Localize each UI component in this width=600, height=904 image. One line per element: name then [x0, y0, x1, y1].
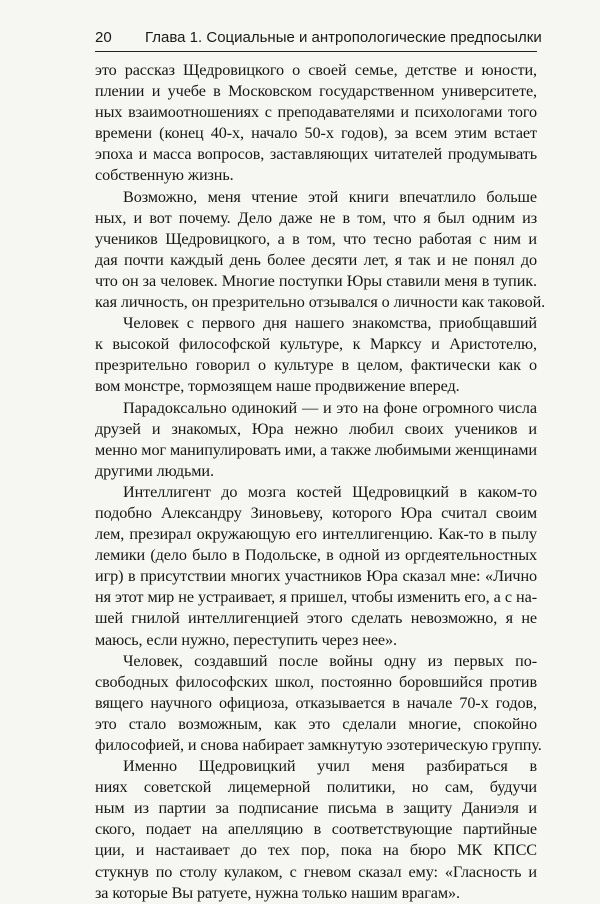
chapter-title: Глава 1. Социальные и антропологические предпосылки: [145, 29, 542, 46]
text-line: вящего научного официоза, отказывается в начале 70-х годов,: [95, 693, 537, 712]
text-line: ниях советской лицемерной политики, но сам, будучи: [95, 778, 537, 797]
text-line: что он за человек. Многие поступки Юры ставили меня в тупик.: [95, 271, 537, 290]
text-line: друзей и знакомых, Юра нежно любил своих учеников и: [95, 419, 537, 438]
text-line: свободных философских школ, постоянно боровшийся против: [95, 672, 537, 691]
text-line: лемики (дело было в Подольске, в одной из оргдеятельностных: [95, 546, 537, 565]
text-line: лем, презирал окружающую его интеллигенцию. Как-то в пылу: [95, 525, 537, 544]
text-line: за которые Вы ратуете, нужна только нашим врагам».: [95, 883, 460, 902]
running-header: [95, 29, 542, 49]
text-line: ным из партии за подписание письма в защиту Даниэля и: [95, 799, 537, 818]
text-line: презрительно говорил о культуре в целом, фактически как о: [95, 356, 537, 375]
text-line: Человек, создавший после войны одну из первых по-: [123, 651, 537, 670]
text-line: плении и учебе в Московском государственном университете,: [95, 82, 537, 101]
text-line: вом монстре, тормозящем наше продвижение вперед.: [95, 377, 460, 396]
text-line: ных взаимоотношениях с преподавателями и психологами того: [95, 103, 537, 122]
text-line: игр) в присутствии многих участников Юра сказал мне: «Лично: [95, 567, 537, 586]
text-line: Возможно, меня чтение этой книги впечатлило больше: [123, 187, 537, 206]
text-line: эпоха и масса вопросов, заставляющих читателей продумывать: [95, 145, 537, 164]
text-line: стукнув по столу кулаком, с гневом сказал ему: «Гласность и: [95, 862, 537, 881]
text-line: времени (конец 40-х, начало 50-х годов), за всем этим встает: [95, 124, 537, 143]
text-line: Человек с первого дня нашего знакомства, приобщавший: [123, 314, 537, 333]
paragraph-5: [95, 482, 537, 651]
text-line: дая почти каждый день более десяти лет, я так и не понял до: [95, 250, 537, 269]
text-line: другими людьми.: [95, 461, 214, 480]
text-line: шей гнилой интеллигенцией этого сделать невозможно, я не: [95, 609, 537, 628]
paragraph-3: [95, 313, 537, 397]
text-line: кая личность, он презрительно отзывался о личности как таковой.: [95, 293, 546, 312]
paragraph-4: [95, 398, 537, 482]
text-line: философией, и снова набирает замкнутую эзотерическую группу.: [95, 736, 542, 754]
text-line: Парадоксально одинокий — и это на фоне огромного числа: [123, 398, 537, 417]
text-line: Интеллигент до мозга костей Щедровицкий в каком-то: [123, 482, 537, 501]
text-line: ня этот мир не устраивает, я пришел, чтобы изменить его, а с на-: [95, 588, 537, 607]
text-line: к высокой философской культуре, к Марксу и Аристотелю,: [95, 335, 537, 354]
text-line: учеников Щедровицкого, а в том, что тесно работая с ним и: [95, 229, 537, 248]
text-line: ных, и вот почему. Дело даже не в том, что я был одним из: [95, 208, 537, 227]
text-line: ции, и настаивает до тех пор, пока на бюро МК КПСС: [95, 841, 537, 860]
paragraph-7: [95, 756, 537, 904]
paragraph-2: [95, 187, 546, 314]
text-line: Именно Щедровицкий учил меня разбираться в: [123, 757, 537, 776]
page-number: 20: [95, 29, 112, 46]
header-rule: [95, 51, 537, 52]
text-line: это стало возможным, как это сделали многие, спокойно: [95, 714, 537, 733]
body-text: [95, 60, 546, 904]
paragraph-6: [95, 651, 542, 756]
text-line: собственную жизнь.: [95, 166, 234, 185]
text-line: подобно Александру Зиновьеву, которого Юра считал своим: [95, 503, 537, 522]
text-line: ского, подает на апелляцию в соответствующие партийные: [95, 820, 537, 839]
text-line: менно мог манипулировать ими, а также любимыми женщинами: [95, 440, 537, 459]
text-line: это рассказ Щедровицкого о своей семье, детстве и юности,: [95, 61, 537, 79]
text-line: маюсь, если нужно, переступить через нее».: [95, 630, 397, 649]
paragraph-1: [95, 60, 537, 187]
